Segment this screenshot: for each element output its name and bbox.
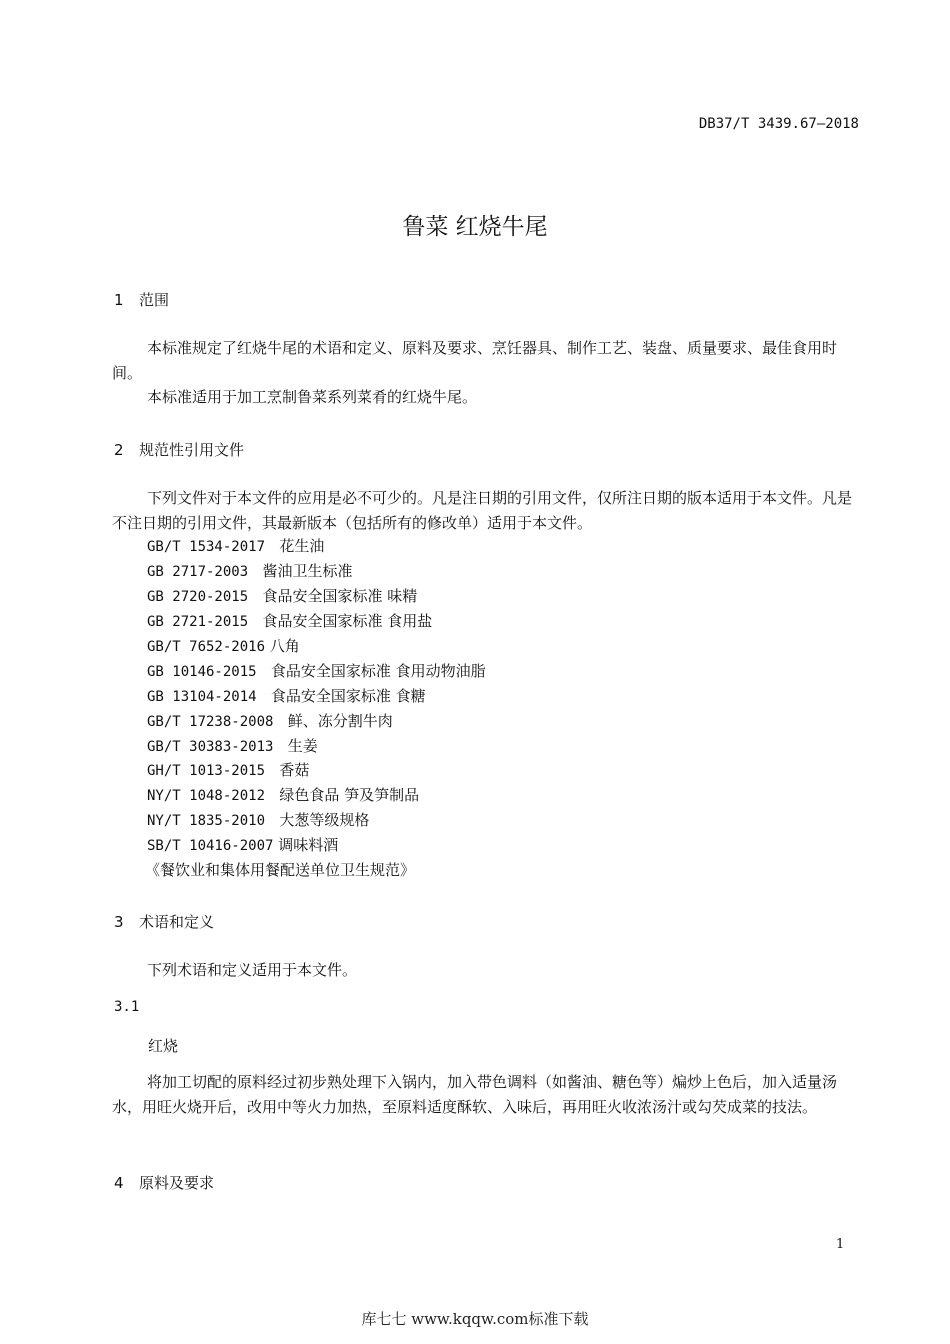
- reference-item: [147, 808, 369, 834]
- reference-item: [147, 534, 324, 560]
- reference-item: [147, 833, 338, 859]
- reference-code: GB/T 7652-2016: [147, 639, 266, 655]
- reference-item: [147, 659, 486, 685]
- reference-title: 调味料酒: [278, 836, 339, 854]
- section-number: 2: [114, 441, 124, 459]
- section-3-heading: [114, 911, 214, 932]
- reference-code: SB/T 10416-2007: [147, 838, 274, 854]
- reference-title: 生姜: [287, 737, 318, 755]
- page-title: 鲁菜 红烧牛尾: [402, 214, 548, 240]
- reference-item: [147, 684, 426, 710]
- reference-item: [147, 758, 309, 784]
- section-title: 规范性引用文件: [139, 441, 245, 459]
- reference-item: [147, 783, 419, 809]
- reference-item: [147, 584, 417, 610]
- reference-code: GB 2717-2003: [147, 564, 249, 580]
- section-title: 原料及要求: [139, 1174, 215, 1192]
- section-1-heading: [114, 289, 169, 310]
- reference-code: GB 10146-2015: [147, 664, 257, 680]
- reference-code: NY/T 1835-2010: [147, 813, 266, 829]
- terms-intro: 下列术语和定义适用于本文件。: [147, 961, 358, 979]
- reference-item: [147, 559, 352, 585]
- reference-item: [147, 709, 393, 735]
- reference-title: 酱油卫生标准: [262, 562, 353, 580]
- section-title: 范围: [139, 291, 170, 309]
- subsection-number: 3.1: [114, 999, 140, 1015]
- reference-code: GB 2720-2015: [147, 589, 249, 605]
- section-number: 1: [114, 291, 124, 309]
- reference-code: GB/T 1534-2017: [147, 539, 266, 555]
- reference-title: 食品安全国家标准 食用盐: [262, 612, 433, 630]
- page-number: 1: [836, 1237, 845, 1252]
- reference-title: 绿色食品 笋及笋制品: [279, 786, 420, 804]
- reference-code: GB/T 30383-2013: [147, 739, 274, 755]
- section-number: 3: [114, 913, 124, 931]
- reference-code: NY/T 1048-2012: [147, 788, 266, 804]
- reference-title: 食品安全国家标准 味精: [262, 587, 418, 605]
- reference-title: 香菇: [279, 761, 310, 779]
- reference-code: GB 13104-2014: [147, 689, 257, 705]
- section-title: 术语和定义: [139, 913, 215, 931]
- reference-title: 花生油: [279, 537, 325, 555]
- section-2-heading: [114, 439, 244, 460]
- reference-code: GB 2721-2015: [147, 614, 249, 630]
- reference-title: 八角: [269, 637, 300, 655]
- reference-code: GB/T 17238-2008: [147, 714, 274, 730]
- reference-item: [147, 734, 318, 760]
- scope-paragraph-2: 本标准适用于加工烹制鲁菜系列菜肴的红烧牛尾。: [147, 388, 478, 406]
- reference-item: [147, 609, 432, 635]
- reference-item: [147, 634, 300, 660]
- term-name: 红烧: [148, 1037, 179, 1055]
- scope-paragraph-1: 本标准规定了红烧牛尾的术语和定义、原料及要求、烹饪器具、制作工艺、装盘、质量要求、最佳食用时间。: [112, 339, 838, 382]
- reference-title: 大葱等级规格: [279, 811, 370, 829]
- reference-code: GH/T 1013-2015: [147, 763, 266, 779]
- section-number: 4: [114, 1174, 124, 1192]
- reference-title: 鲜、冻分割牛肉: [287, 712, 393, 730]
- term-definition: 将加工切配的原料经过初步熟处理下入锅内，加入带色调料（如酱油、糖色等）煸炒上色后，加入适量汤水，用旺火烧开后，改用中等火力加热，至原料适度酥软、入味后，再用旺火收浓汤汁或勾芡成菜的技法。: [112, 1073, 838, 1116]
- normative-intro: 下列文件对于本文件的应用是必不可少的。凡是注日期的引用文件，仅所注日期的版本适用于本文件。凡是不注日期的引用文件，其最新版本（包括所有的修改单）适用于本文件。: [112, 489, 853, 532]
- reference-title: 食品安全国家标准 食糖: [270, 687, 426, 705]
- reference-title: 食品安全国家标准 食用动物油脂: [270, 662, 486, 680]
- footer-watermark: 库七七 www.kqqw.com标准下载: [361, 1310, 589, 1328]
- reference-regulation: 《餐饮业和集体用餐配送单位卫生规范》: [145, 861, 416, 879]
- document-number: DB37/T 3439.67—2018: [698, 116, 859, 132]
- section-4-heading: [114, 1172, 214, 1193]
